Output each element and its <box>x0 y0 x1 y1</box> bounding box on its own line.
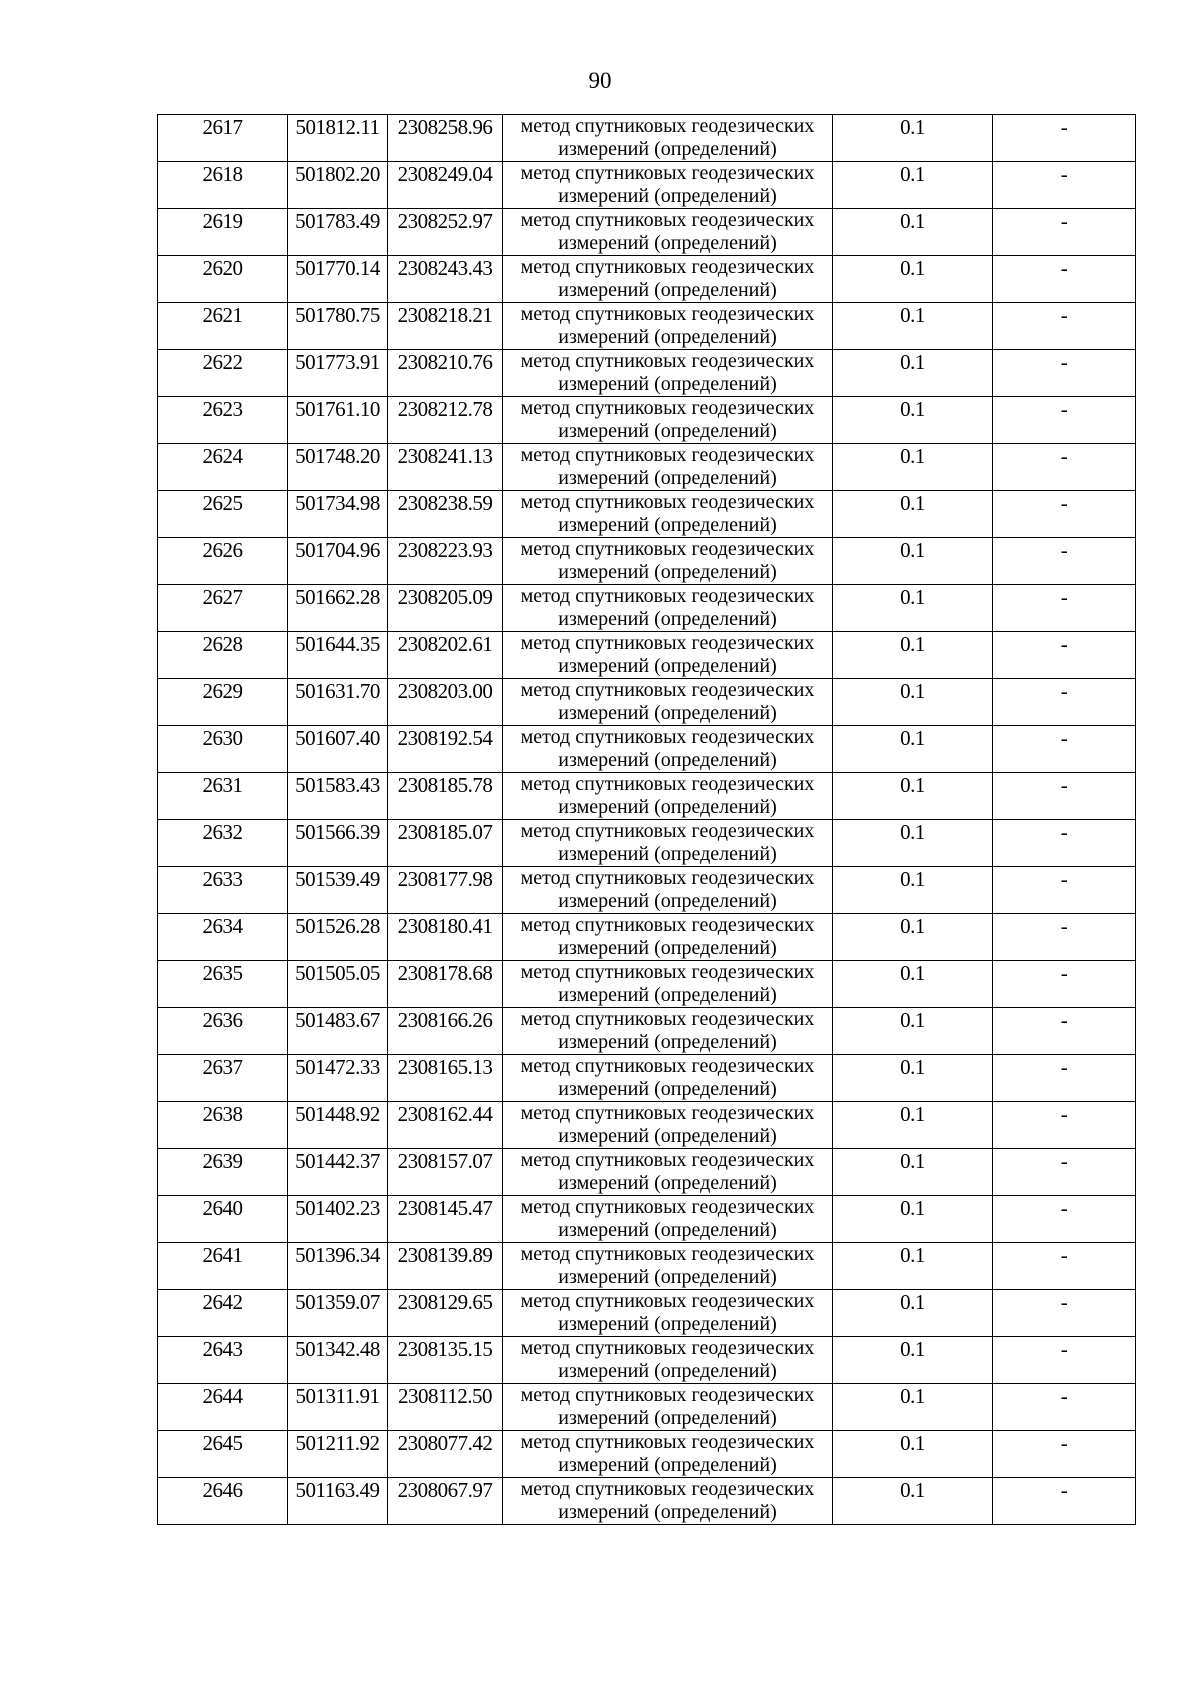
point-number-cell: 2646 <box>158 1478 288 1525</box>
method-line-2: измерений (определений) <box>558 278 777 301</box>
point-number-cell: 2627 <box>158 585 288 632</box>
extra-cell: - <box>993 1102 1136 1149</box>
method-cell <box>503 1102 833 1149</box>
table-row <box>158 1478 1136 1525</box>
accuracy-cell: 0.1 <box>833 303 993 350</box>
point-number-cell: 2623 <box>158 397 288 444</box>
point-number-cell: 2620 <box>158 256 288 303</box>
method-cell <box>503 491 833 538</box>
coord-x-cell: 501402.23 <box>288 1196 388 1243</box>
method-line-1: метод спутниковых геодезических <box>520 256 815 278</box>
method-line-1: метод спутниковых геодезических <box>520 726 815 748</box>
accuracy-cell: 0.1 <box>833 1337 993 1384</box>
method-line-1: метод спутниковых геодезических <box>520 1431 815 1453</box>
method-line-2: измерений (определений) <box>558 1171 777 1194</box>
coord-y-cell: 2308185.78 <box>388 773 503 820</box>
table-row <box>158 773 1136 820</box>
coord-y-cell: 2308202.61 <box>388 632 503 679</box>
coord-y-cell: 2308178.68 <box>388 961 503 1008</box>
method-cell <box>503 444 833 491</box>
method-cell <box>503 773 833 820</box>
extra-cell: - <box>993 115 1136 162</box>
method-line-2: измерений (определений) <box>558 1218 777 1241</box>
table-row <box>158 867 1136 914</box>
accuracy-cell: 0.1 <box>833 538 993 585</box>
coord-x-cell: 501566.39 <box>288 820 388 867</box>
coord-y-cell: 2308212.78 <box>388 397 503 444</box>
accuracy-cell: 0.1 <box>833 773 993 820</box>
method-cell <box>503 1337 833 1384</box>
accuracy-cell: 0.1 <box>833 726 993 773</box>
method-line-2: измерений (определений) <box>558 1030 777 1053</box>
method-line-1: метод спутниковых геодезических <box>520 538 815 560</box>
method-line-1: метод спутниковых геодезических <box>520 209 815 231</box>
accuracy-cell: 0.1 <box>833 961 993 1008</box>
extra-cell: - <box>993 867 1136 914</box>
accuracy-cell: 0.1 <box>833 679 993 726</box>
point-number-cell: 2641 <box>158 1243 288 1290</box>
method-line-1: метод спутниковых геодезических <box>520 679 815 701</box>
method-line-2: измерений (определений) <box>558 466 777 489</box>
coord-y-cell: 2308166.26 <box>388 1008 503 1055</box>
method-line-1: метод спутниковых геодезических <box>520 1337 815 1359</box>
coord-x-cell: 501761.10 <box>288 397 388 444</box>
table-row <box>158 538 1136 585</box>
table-row <box>158 1196 1136 1243</box>
accuracy-cell: 0.1 <box>833 1149 993 1196</box>
table-row <box>158 397 1136 444</box>
extra-cell: - <box>993 961 1136 1008</box>
method-cell <box>503 350 833 397</box>
method-line-2: измерений (определений) <box>558 701 777 724</box>
extra-cell: - <box>993 162 1136 209</box>
coord-x-cell: 501505.05 <box>288 961 388 1008</box>
method-line-1: метод спутниковых геодезических <box>520 444 815 466</box>
coord-x-cell: 501211.92 <box>288 1431 388 1478</box>
coord-x-cell: 501802.20 <box>288 162 388 209</box>
method-line-2: измерений (определений) <box>558 1500 777 1523</box>
coord-y-cell: 2308210.76 <box>388 350 503 397</box>
table-row <box>158 209 1136 256</box>
coord-y-cell: 2308238.59 <box>388 491 503 538</box>
coord-y-cell: 2308249.04 <box>388 162 503 209</box>
table-row <box>158 162 1136 209</box>
coord-x-cell: 501770.14 <box>288 256 388 303</box>
point-number-cell: 2633 <box>158 867 288 914</box>
method-cell <box>503 1384 833 1431</box>
table-row <box>158 1337 1136 1384</box>
extra-cell: - <box>993 444 1136 491</box>
method-line-1: метод спутниковых геодезических <box>520 1384 815 1406</box>
coord-y-cell: 2308177.98 <box>388 867 503 914</box>
extra-cell: - <box>993 914 1136 961</box>
coord-y-cell: 2308185.07 <box>388 820 503 867</box>
point-number-cell: 2628 <box>158 632 288 679</box>
point-number-cell: 2644 <box>158 1384 288 1431</box>
method-line-2: измерений (определений) <box>558 1265 777 1288</box>
method-cell <box>503 726 833 773</box>
coord-x-cell: 501783.49 <box>288 209 388 256</box>
method-line-2: измерений (определений) <box>558 1359 777 1382</box>
table-row <box>158 726 1136 773</box>
extra-cell: - <box>993 726 1136 773</box>
method-line-2: измерений (определений) <box>558 936 777 959</box>
method-line-1: метод спутниковых геодезических <box>520 632 815 654</box>
method-line-1: метод спутниковых геодезических <box>520 1290 815 1312</box>
accuracy-cell: 0.1 <box>833 1243 993 1290</box>
method-line-1: метод спутниковых геодезических <box>520 491 815 513</box>
coord-y-cell: 2308162.44 <box>388 1102 503 1149</box>
coord-y-cell: 2308165.13 <box>388 1055 503 1102</box>
method-line-1: метод спутниковых геодезических <box>520 115 815 137</box>
point-number-cell: 2637 <box>158 1055 288 1102</box>
extra-cell: - <box>993 1149 1136 1196</box>
coord-y-cell: 2308135.15 <box>388 1337 503 1384</box>
extra-cell: - <box>993 1431 1136 1478</box>
coord-x-cell: 501342.48 <box>288 1337 388 1384</box>
accuracy-cell: 0.1 <box>833 162 993 209</box>
coord-y-cell: 2308112.50 <box>388 1384 503 1431</box>
accuracy-cell: 0.1 <box>833 1478 993 1525</box>
coord-y-cell: 2308067.97 <box>388 1478 503 1525</box>
table-row <box>158 1149 1136 1196</box>
accuracy-cell: 0.1 <box>833 209 993 256</box>
point-number-cell: 2622 <box>158 350 288 397</box>
method-cell <box>503 914 833 961</box>
method-cell <box>503 162 833 209</box>
table-row <box>158 820 1136 867</box>
extra-cell: - <box>993 820 1136 867</box>
point-number-cell: 2618 <box>158 162 288 209</box>
method-line-1: метод спутниковых геодезических <box>520 162 815 184</box>
method-line-2: измерений (определений) <box>558 654 777 677</box>
method-cell <box>503 585 833 632</box>
method-cell <box>503 397 833 444</box>
table-row <box>158 350 1136 397</box>
method-line-1: метод спутниковых геодезических <box>520 350 815 372</box>
method-line-1: метод спутниковых геодезических <box>520 1008 815 1030</box>
method-line-1: метод спутниковых геодезических <box>520 1478 815 1500</box>
method-line-1: метод спутниковых геодезических <box>520 1243 815 1265</box>
point-number-cell: 2640 <box>158 1196 288 1243</box>
coord-x-cell: 501526.28 <box>288 914 388 961</box>
method-cell <box>503 961 833 1008</box>
method-line-2: измерений (определений) <box>558 231 777 254</box>
coord-y-cell: 2308241.13 <box>388 444 503 491</box>
method-line-1: метод спутниковых геодезических <box>520 914 815 936</box>
point-number-cell: 2619 <box>158 209 288 256</box>
method-line-2: измерений (определений) <box>558 1312 777 1335</box>
point-number-cell: 2645 <box>158 1431 288 1478</box>
table-row <box>158 1008 1136 1055</box>
point-number-cell: 2642 <box>158 1290 288 1337</box>
coord-x-cell: 501448.92 <box>288 1102 388 1149</box>
method-line-2: измерений (определений) <box>558 607 777 630</box>
accuracy-cell: 0.1 <box>833 256 993 303</box>
method-line-2: измерений (определений) <box>558 372 777 395</box>
extra-cell: - <box>993 1196 1136 1243</box>
point-number-cell: 2643 <box>158 1337 288 1384</box>
accuracy-cell: 0.1 <box>833 1384 993 1431</box>
coord-x-cell: 501472.33 <box>288 1055 388 1102</box>
method-line-1: метод спутниковых геодезических <box>520 961 815 983</box>
point-number-cell: 2638 <box>158 1102 288 1149</box>
coord-y-cell: 2308139.89 <box>388 1243 503 1290</box>
extra-cell: - <box>993 679 1136 726</box>
method-cell <box>503 1243 833 1290</box>
extra-cell: - <box>993 1290 1136 1337</box>
coord-x-cell: 501773.91 <box>288 350 388 397</box>
method-line-2: измерений (определений) <box>558 1124 777 1147</box>
extra-cell: - <box>993 397 1136 444</box>
table-row <box>158 1431 1136 1478</box>
coord-x-cell: 501734.98 <box>288 491 388 538</box>
accuracy-cell: 0.1 <box>833 914 993 961</box>
point-number-cell: 2629 <box>158 679 288 726</box>
table-row <box>158 256 1136 303</box>
method-line-1: метод спутниковых геодезических <box>520 585 815 607</box>
method-line-2: измерений (определений) <box>558 419 777 442</box>
method-cell <box>503 1478 833 1525</box>
accuracy-cell: 0.1 <box>833 350 993 397</box>
method-cell <box>503 256 833 303</box>
coord-y-cell: 2308157.07 <box>388 1149 503 1196</box>
table-row <box>158 632 1136 679</box>
method-line-2: измерений (определений) <box>558 184 777 207</box>
method-line-2: измерений (определений) <box>558 889 777 912</box>
method-line-1: метод спутниковых геодезических <box>520 773 815 795</box>
accuracy-cell: 0.1 <box>833 820 993 867</box>
extra-cell: - <box>993 1055 1136 1102</box>
table-row <box>158 115 1136 162</box>
extra-cell: - <box>993 1478 1136 1525</box>
method-cell <box>503 209 833 256</box>
coord-y-cell: 2308077.42 <box>388 1431 503 1478</box>
extra-cell: - <box>993 303 1136 350</box>
method-line-2: измерений (определений) <box>558 1077 777 1100</box>
coord-x-cell: 501163.49 <box>288 1478 388 1525</box>
method-cell <box>503 632 833 679</box>
accuracy-cell: 0.1 <box>833 867 993 914</box>
method-line-2: измерений (определений) <box>558 983 777 1006</box>
coord-x-cell: 501539.49 <box>288 867 388 914</box>
method-line-1: метод спутниковых геодезических <box>520 1149 815 1171</box>
accuracy-cell: 0.1 <box>833 632 993 679</box>
table-row <box>158 1102 1136 1149</box>
coord-x-cell: 501644.35 <box>288 632 388 679</box>
coordinates-table-body <box>158 115 1136 1525</box>
method-line-1: метод спутниковых геодезических <box>520 1102 815 1124</box>
point-number-cell: 2625 <box>158 491 288 538</box>
accuracy-cell: 0.1 <box>833 115 993 162</box>
table-row <box>158 1055 1136 1102</box>
accuracy-cell: 0.1 <box>833 1196 993 1243</box>
coord-x-cell: 501483.67 <box>288 1008 388 1055</box>
method-cell <box>503 303 833 350</box>
coord-x-cell: 501812.11 <box>288 115 388 162</box>
point-number-cell: 2624 <box>158 444 288 491</box>
coord-x-cell: 501607.40 <box>288 726 388 773</box>
accuracy-cell: 0.1 <box>833 585 993 632</box>
method-cell <box>503 115 833 162</box>
extra-cell: - <box>993 632 1136 679</box>
extra-cell: - <box>993 256 1136 303</box>
coord-y-cell: 2308218.21 <box>388 303 503 350</box>
method-line-2: измерений (определений) <box>558 842 777 865</box>
method-line-2: измерений (определений) <box>558 560 777 583</box>
method-line-1: метод спутниковых геодезических <box>520 397 815 419</box>
method-cell <box>503 867 833 914</box>
coord-x-cell: 501311.91 <box>288 1384 388 1431</box>
coord-x-cell: 501662.28 <box>288 585 388 632</box>
extra-cell: - <box>993 209 1136 256</box>
method-line-1: метод спутниковых геодезических <box>520 1196 815 1218</box>
table-row <box>158 1243 1136 1290</box>
table-row <box>158 679 1136 726</box>
accuracy-cell: 0.1 <box>833 397 993 444</box>
method-line-2: измерений (определений) <box>558 325 777 348</box>
coord-y-cell: 2308129.65 <box>388 1290 503 1337</box>
table-row <box>158 961 1136 1008</box>
accuracy-cell: 0.1 <box>833 444 993 491</box>
method-cell <box>503 820 833 867</box>
method-cell <box>503 1149 833 1196</box>
coord-x-cell: 501631.70 <box>288 679 388 726</box>
method-line-1: метод спутниковых геодезических <box>520 1055 815 1077</box>
method-cell <box>503 1431 833 1478</box>
accuracy-cell: 0.1 <box>833 1102 993 1149</box>
accuracy-cell: 0.1 <box>833 1290 993 1337</box>
extra-cell: - <box>993 1337 1136 1384</box>
point-number-cell: 2632 <box>158 820 288 867</box>
point-number-cell: 2621 <box>158 303 288 350</box>
coord-x-cell: 501442.37 <box>288 1149 388 1196</box>
method-cell <box>503 1196 833 1243</box>
table-row <box>158 1384 1136 1431</box>
coord-y-cell: 2308203.00 <box>388 679 503 726</box>
point-number-cell: 2631 <box>158 773 288 820</box>
table-row <box>158 585 1136 632</box>
table-row <box>158 444 1136 491</box>
method-line-1: метод спутниковых геодезических <box>520 820 815 842</box>
accuracy-cell: 0.1 <box>833 491 993 538</box>
point-number-cell: 2639 <box>158 1149 288 1196</box>
accuracy-cell: 0.1 <box>833 1055 993 1102</box>
point-number-cell: 2634 <box>158 914 288 961</box>
extra-cell: - <box>993 773 1136 820</box>
coord-y-cell: 2308145.47 <box>388 1196 503 1243</box>
accuracy-cell: 0.1 <box>833 1008 993 1055</box>
coord-x-cell: 501780.75 <box>288 303 388 350</box>
coord-x-cell: 501359.07 <box>288 1290 388 1337</box>
coord-y-cell: 2308180.41 <box>388 914 503 961</box>
extra-cell: - <box>993 585 1136 632</box>
method-cell <box>503 1290 833 1337</box>
coord-x-cell: 501583.43 <box>288 773 388 820</box>
method-line-2: измерений (определений) <box>558 137 777 160</box>
method-line-2: измерений (определений) <box>558 513 777 536</box>
extra-cell: - <box>993 1384 1136 1431</box>
method-line-2: измерений (определений) <box>558 1453 777 1476</box>
method-line-1: метод спутниковых геодезических <box>520 867 815 889</box>
method-cell <box>503 679 833 726</box>
coord-y-cell: 2308192.54 <box>388 726 503 773</box>
table-row <box>158 914 1136 961</box>
method-cell <box>503 538 833 585</box>
coordinates-table <box>157 114 1136 1525</box>
coord-y-cell: 2308243.43 <box>388 256 503 303</box>
coord-y-cell: 2308252.97 <box>388 209 503 256</box>
extra-cell: - <box>993 350 1136 397</box>
accuracy-cell: 0.1 <box>833 1431 993 1478</box>
extra-cell: - <box>993 538 1136 585</box>
coord-y-cell: 2308258.96 <box>388 115 503 162</box>
method-cell <box>503 1008 833 1055</box>
table-row <box>158 1290 1136 1337</box>
method-line-2: измерений (определений) <box>558 1406 777 1429</box>
extra-cell: - <box>993 491 1136 538</box>
point-number-cell: 2630 <box>158 726 288 773</box>
coord-x-cell: 501748.20 <box>288 444 388 491</box>
extra-cell: - <box>993 1243 1136 1290</box>
point-number-cell: 2635 <box>158 961 288 1008</box>
table-row <box>158 303 1136 350</box>
table-row <box>158 491 1136 538</box>
coord-y-cell: 2308223.93 <box>388 538 503 585</box>
method-cell <box>503 1055 833 1102</box>
method-line-1: метод спутниковых геодезических <box>520 303 815 325</box>
page-number: 90 <box>588 68 612 93</box>
method-line-2: измерений (определений) <box>558 748 777 771</box>
coord-x-cell: 501396.34 <box>288 1243 388 1290</box>
extra-cell: - <box>993 1008 1136 1055</box>
point-number-cell: 2626 <box>158 538 288 585</box>
method-line-2: измерений (определений) <box>558 795 777 818</box>
coord-x-cell: 501704.96 <box>288 538 388 585</box>
point-number-cell: 2617 <box>158 115 288 162</box>
coord-y-cell: 2308205.09 <box>388 585 503 632</box>
point-number-cell: 2636 <box>158 1008 288 1055</box>
